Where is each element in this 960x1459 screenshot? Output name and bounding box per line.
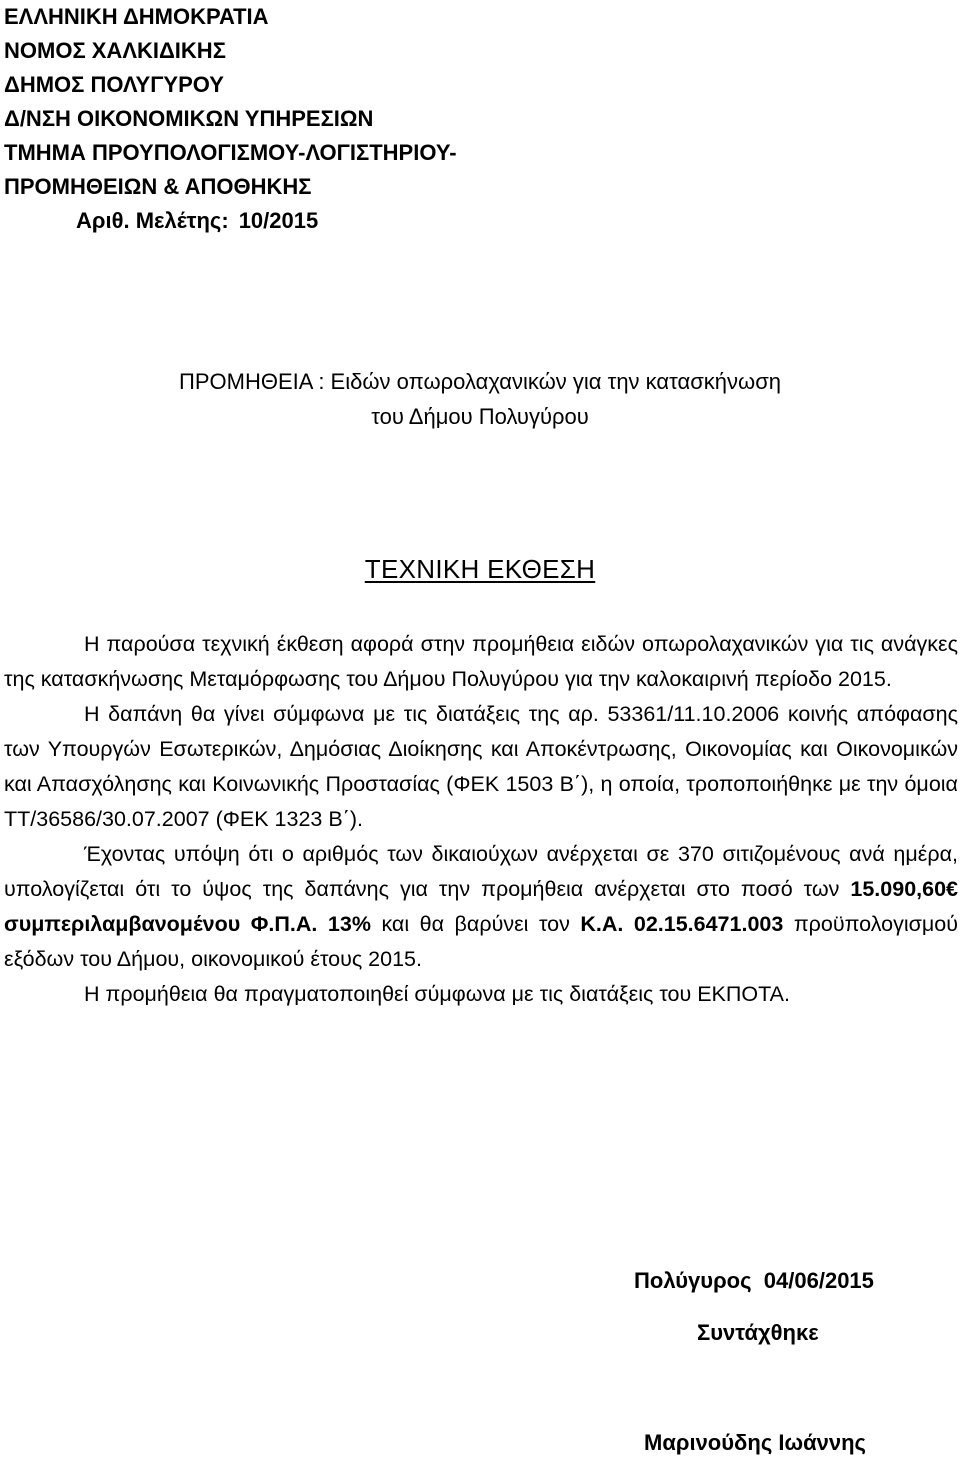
report-body	[4, 627, 958, 1012]
header-line-republic: ΕΛΛΗΝΙΚΗ ΔΗΜΟΚΡΑΤΙΑ	[4, 4, 269, 29]
header-line-department-cont: ΠΡΟΜΗΘΕΙΩΝ & ΑΠΟΘΗΚΗΣ	[4, 174, 312, 199]
cost-text-end: προϋπολογισμού εξόδων του Δήμου, οικονομικού έτους 2015.	[4, 912, 958, 971]
header-line-department: ΤΜΗΜΑ ΠΡΟΥΠΟΛΟΓΙΣΜΟΥ-ΛΟΓΙΣΤΗΡΙΟΥ-	[4, 140, 457, 165]
procurement-subject	[0, 364, 960, 434]
paragraph-procedure: Η προμήθεια θα πραγματοποιηθεί σύμφωνα με τις διατάξεις του ΕΚΠΟΤΑ.	[84, 982, 790, 1006]
cost-amount: 15.090,60€ συμπεριλαμβανομένου Φ.Π.Α. 13%	[4, 877, 958, 936]
study-number: 10/2015	[238, 208, 319, 233]
header-line-directorate: Δ/ΝΣΗ ΟΙΚΟΝΟΜΙΚΩΝ ΥΠΗΡΕΣΙΩΝ	[4, 106, 374, 131]
cost-text-middle: και θα βαρύνει τον	[370, 912, 581, 936]
signer-name: Μαρινούδης Ιωάννης	[644, 1430, 866, 1455]
cost-text-intro: Έχοντας υπόψη ότι ο αριθμός των δικαιούχων ανέρχεται σε 370 σιτιζομένους ανά ημέρα, υπολογίζεται ότι το ύψος της δαπάνης για την προμήθεια ανέρχεται στο ποσό των	[4, 842, 958, 901]
subject-line-2: του Δήμου Πολυγύρου	[371, 404, 589, 429]
document-title: ΤΕΧΝΙΚΗ ΕΚΘΕΣΗ	[364, 554, 596, 584]
issuing-authority-header	[4, 0, 457, 238]
study-number-label: Αριθ. Μελέτης:	[76, 208, 229, 233]
subject-line-1: ΠΡΟΜΗΘΕΙΑ : Ειδών οπωρολαχανικών για την κατασκήνωση	[178, 369, 782, 394]
compiled-label: Συντάχθηκε	[697, 1320, 819, 1345]
paragraph-legal-basis: Η δαπάνη θα γίνει σύμφωνα με τις διατάξεις της αρ. 53361/11.10.2006 κοινής απόφασης των Υπουργών Εσωτερικών, Δημόσιας Διοίκησης και Αποκέντρωσης, Οικονομίας και Οικονομικών και Απασχόλησης και Κοινωνικής Προστασίας (ΦΕΚ 1503 Β΄), η οποία, τροποποιήθηκε με την όμοια ΤΤ/36586/30.07.2007 (ΦΕΚ 1323 Β΄).	[4, 702, 958, 831]
paragraph-cost	[4, 837, 958, 977]
header-line-prefecture: ΝΟΜΟΣ ΧΑΛΚΙΔΙΚΗΣ	[4, 38, 226, 63]
paragraph-purpose: Η παρούσα τεχνική έκθεση αφορά στην προμήθεια ειδών οπωρολαχανικών για τις ανάγκες της κατασκήνωσης Μεταμόρφωσης του Δήμου Πολυγύρου για την καλοκαιρινή περίοδο 2015.	[4, 632, 958, 691]
header-line-municipality: ΔΗΜΟΣ ΠΟΛΥΓΥΡΟΥ	[4, 72, 224, 97]
study-number-row	[4, 204, 457, 238]
budget-code: Κ.Α. 02.15.6471.003	[580, 912, 784, 936]
place-and-date: Πολύγυρος 04/06/2015	[634, 1268, 874, 1293]
